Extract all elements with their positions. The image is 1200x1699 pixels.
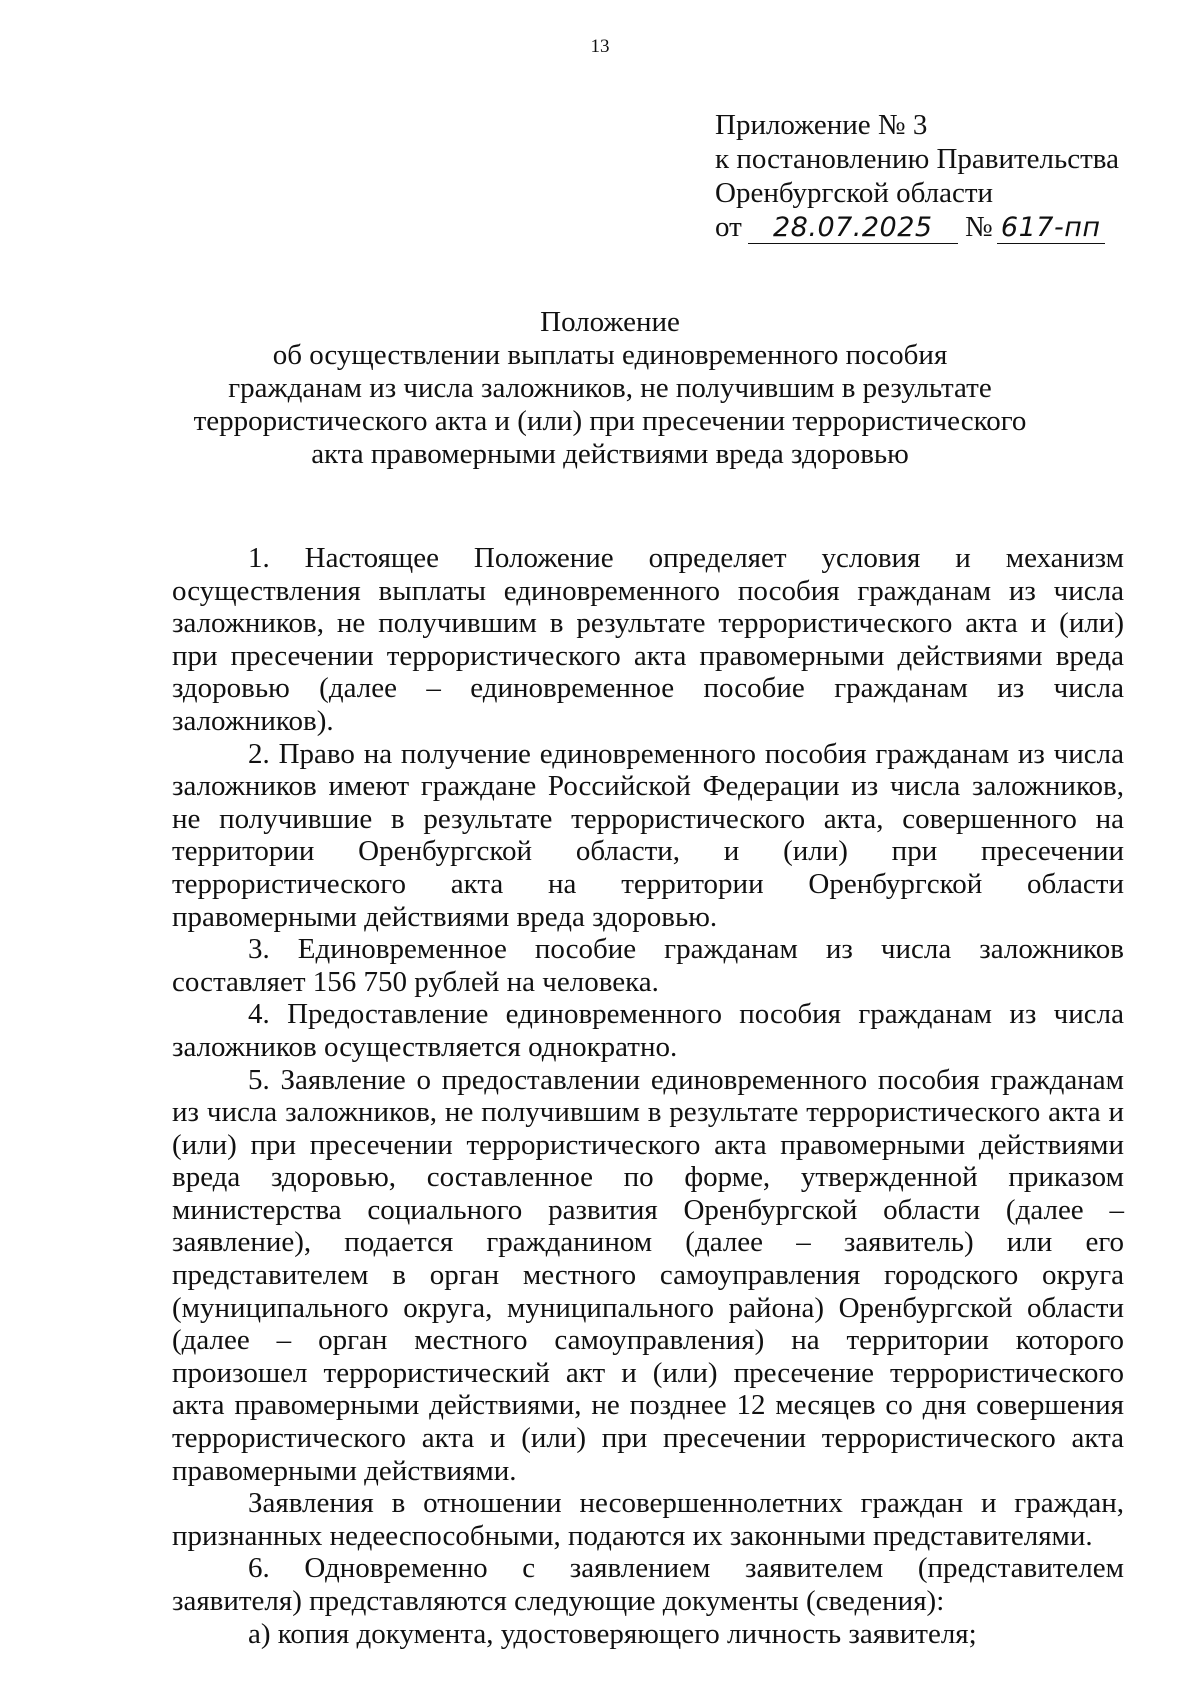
appendix-label: Приложение № 3 [715,109,928,141]
appendix-region: Оренбургской области [715,177,994,209]
document-title [170,306,1050,471]
appendix-header [715,108,1135,244]
date-prefix: от [715,211,742,243]
paragraph-5: 5. Заявление о предоставлении единовременного пособия гражданам из числа заложников, не получившим в результате террористического акта и (или) при пресечении террористического акта правомерными действиями вреда здоровью, составленное по форме, утвержденной приказом министерства социального развития Оренбургской области (далее – заявление), подается гражданином (далее – заявитель) или его представителем в орган местного самоуправления городского округа (муниципального округа, муниципального района) Оренбургской области (далее – орган местного самоуправления) на территории которого произошел террористический акт и (или) пресечение террористического акта правомерными действиями, не позднее 12 месяцев со дня совершения террористического акта и (или) при пресечении террористического акта правомерными действиями. [172,1063,1124,1487]
paragraph-5-note: Заявления в отношении несовершеннолетних граждан и граждан, признанных недееспособными, подаются их законными представителями. [172,1487,1124,1552]
title-line-5: акта правомерными действиями вреда здоровью [311,438,909,470]
appendix-resolution-ref: к постановлению Правительства [715,143,1119,175]
title-line-2: об осуществлении выплаты единовременного пособия [272,339,948,371]
paragraph-4: 4. Предоставление единовременного пособия гражданам из числа заложников осуществляется однократно. [172,998,1124,1063]
handwritten-number: 617-пп [997,213,1105,244]
title-line-1: Положение [540,306,680,338]
page-number: 13 [590,36,610,57]
paragraph-6-item-a: а) копия документа, удостоверяющего личность заявителя; [248,1617,977,1650]
appendix-date-number-row [715,210,1135,244]
paragraph-3: 3. Единовременное пособие гражданам из числа заложников составляет 156 750 рублей на человека. [172,933,1124,998]
title-line-3: гражданам из числа заложников, не получившим в результате [228,372,992,404]
paragraph-2: 2. Право на получение единовременного пособия гражданам из числа заложников имеют граждане Российской Федерации из числа заложников, не получившие в результате террористического акта, совершенного на территории Оренбургской области, и (или) при пресечении террористического акта на территории Оренбургской области правомерными действиями вреда здоровью. [172,737,1124,933]
title-line-4: террористического акта и (или) при пресечении террористического [193,405,1027,437]
handwritten-date: 28.07.2025 [748,213,958,244]
number-prefix: № [965,211,993,243]
paragraph-6: 6. Одновременно с заявлением заявителем (представителем заявителя) представляются следующие документы (сведения): [172,1552,1124,1617]
document-body [172,542,1124,1650]
paragraph-1: 1. Настоящее Положение определяет условия и механизм осуществления выплаты единовременного пособия гражданам из числа заложников, не получившим в результате террористического акта и (или) при пресечении террористического акта правомерными действиями вреда здоровью (далее – единовременное пособие гражданам из числа заложников). [172,542,1124,737]
